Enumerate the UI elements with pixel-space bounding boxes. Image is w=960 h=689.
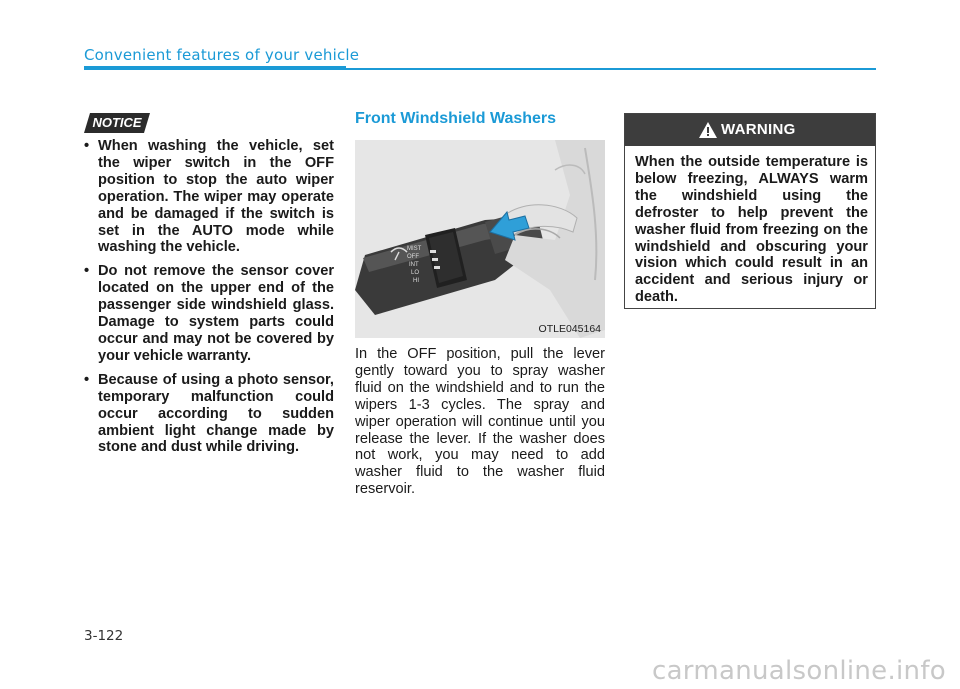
notice-item: • When washing the vehicle, set the wiper switch in the OFF position to stop the auto wiper operation. The wiper may operate and be damaged if the switch is set in the AUTO mode while washing the vehicle. — [84, 138, 334, 256]
warning-header — [625, 114, 875, 146]
notice-item: • Because of using a photo sensor, temporary malfunction could occur according to sudden ambient light change made by stone and dust while driving. — [84, 371, 334, 456]
notice-item-text: Do not remove the sensor cover located on the upper end of the passenger side windshield glass. Damage to system parts could occur and may not be covered by your vehicle warranty. — [98, 263, 334, 364]
warning-box — [624, 113, 876, 309]
section-title-washers: Front Windshield Washers — [355, 110, 557, 127]
lever-labels — [355, 140, 605, 338]
notice-badge — [84, 113, 150, 133]
notice-item-text: Because of using a photo sensor, temporary malfunction could occur according to sudden ambient light change made by stone and dust while driving. — [98, 371, 334, 456]
label-hi: HI — [413, 278, 419, 284]
notice-list — [84, 138, 334, 463]
label-mist: MIST — [407, 246, 422, 252]
notice-item-text: When washing the vehicle, set the wiper switch in the OFF position to stop the auto wiper operation. The wiper may operate and be damaged if the switch is set in the AUTO mode while washing the vehicle. — [98, 138, 334, 256]
header-rule-thick — [84, 66, 346, 70]
wiper-lever-figure — [355, 140, 605, 338]
warning-label: WARNING — [721, 121, 796, 138]
label-off: OFF — [407, 254, 419, 260]
washers-body: In the OFF position, pull the lever gently toward you to spray washer fluid on the windshield and to run the wipers 1-3 cycles. The spray and wiper operation will continue until you release the lever. If the washer does not work, you may need to add washer fluid to the washer fluid reservoir. — [355, 346, 605, 498]
warning-icon — [699, 122, 717, 138]
watermark: carmanualsonline.info — [651, 656, 946, 686]
label-lo: LO — [411, 270, 420, 276]
label-int: INT — [409, 262, 419, 268]
notice-label: NOTICE — [92, 115, 142, 130]
notice-item: • Do not remove the sensor cover located on the upper end of the passenger side windshield glass. Damage to system parts could occur and may not be covered by your vehicle warranty. — [84, 263, 334, 364]
section-header: Convenient features of your vehicle — [84, 46, 360, 64]
warning-body: When the outside temperature is below freezing, ALWAYS warm the windshield using the defroster to help prevent the washer fluid from freezing on the windshield and obscuring your vision which could result in an accident and serious injury or death. — [635, 154, 868, 306]
header-rule-thin — [346, 68, 876, 70]
page-number: 3-122 — [84, 628, 124, 644]
figure-code: OTLE045164 — [538, 323, 601, 335]
